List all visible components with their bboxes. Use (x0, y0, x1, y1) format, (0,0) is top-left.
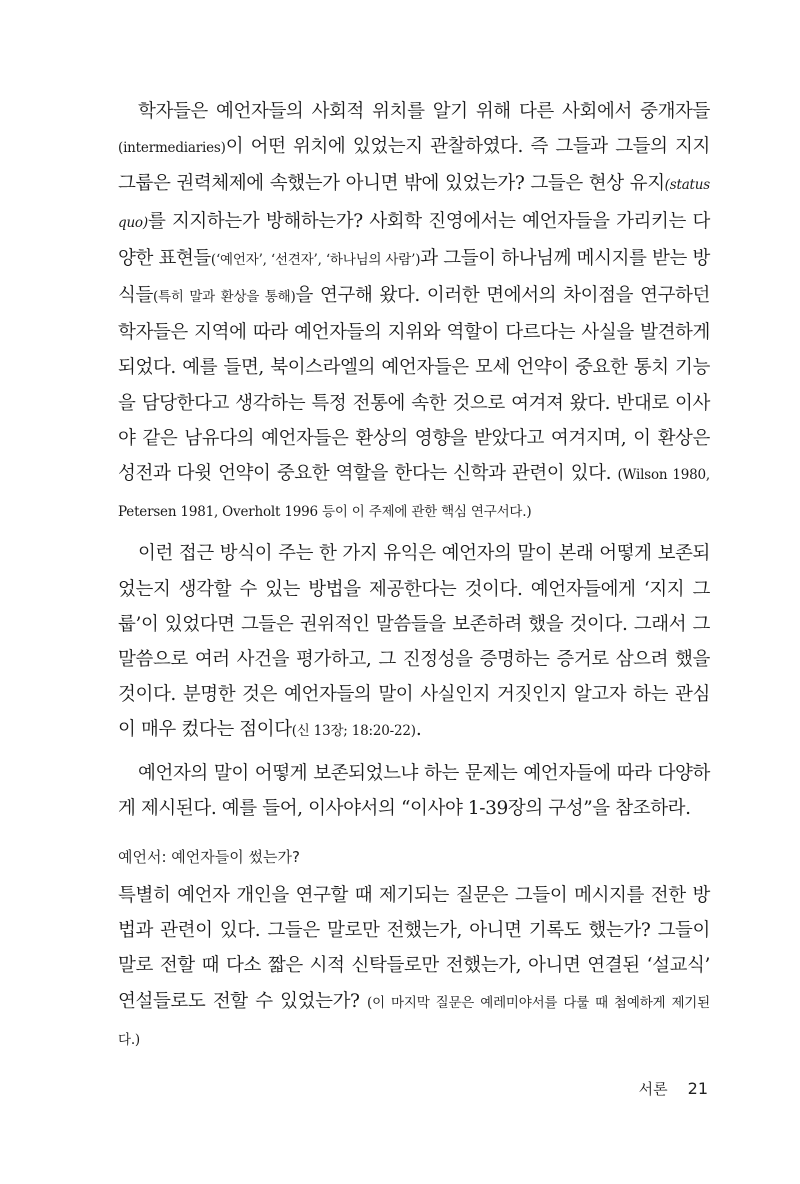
inline-note: (이 마지막 질문은 예레미야서를 다룰 때 첨예하게 제기된다.) (118, 994, 710, 1048)
inline-note: (‘예언자’, ‘선견자’, ‘하나님의 사람’) (210, 251, 421, 268)
text-run: 특별히 예언자 개인을 연구할 때 제기되는 질문은 그들이 메시지를 전한 방법과 관련이 있다. 그들은 말로만 전했는가, 아니면 기록도 했는가? 그들이 말로 전할 때 다소 짧은 시적 신탁들로만 전했는가, 아니면 연결된 ‘설교식’ 연설들로도 전할 수 있었는가? (118, 885, 710, 1012)
inline-note: (특히 말과 환상을 통해) (152, 289, 296, 306)
paragraph-2 (118, 536, 710, 749)
text-run: 이 어떤 위치에 있었는지 관찰하였다. 즉 그들과 그들의 지지 그룹은 권력체제에 속했는가 아니면 밖에 있었는가? 그들은 현상 유지 (118, 136, 710, 195)
text-run: 을 연구해 왔다. 이러한 면에서의 차이점을 연구하던 학자들은 지역에 따라 예언자들의 지위와 역할이 다르다는 사실을 발견하게 되었다. 예를 들면, 북이스라엘의 예언자들은 모세 언약이 중요한 통치 기능을 담당한다고 생각하는 특정 전통에 속한 것으로 여겨져 왔다. 반대로 이사야 같은 남유다의 예언자들은 환상의 영향을 받았다고 여겨지며, 이 환상은 성전과 다윗 언약이 중요한 역할을 한다는 신학과 관련이 있다. (118, 285, 710, 485)
citation: (신 13장; 18:20-22) (291, 723, 416, 740)
english-term: (intermediaries) (118, 140, 226, 157)
citation: (Wilson 1980, Petersen 1981, Overholt 1996 등이 이 주제에 관한 핵심 연구서다.) (118, 467, 710, 521)
text-run: 를 지지하는가 방해하는가? 사회학 진영에서는 예언자들을 가리키는 다양한 표현들 (118, 210, 710, 269)
paragraph-1 (118, 94, 710, 530)
latin-term: (status quo) (118, 177, 710, 231)
text-run: 과 그들이 하나님께 메시지를 받는 방식들 (118, 247, 710, 307)
page-number: 21 (687, 1079, 708, 1098)
main-text (118, 94, 710, 832)
page-footer (639, 1078, 708, 1099)
running-head: 서론 (638, 1080, 668, 1098)
text-run: 이런 접근 방식이 주는 한 가지 유익은 예언자의 말이 본래 어떻게 보존되었는지 생각할 수 있는 방법을 제공한다는 것이다. 예언자들에게 ‘지지 그룹’이 있었다면 그들은 권위적인 말씀들을 보존하려 했을 것이다. 그래서 그 말씀으로 여러 사건을 평가하고, 그 진정성을 증명하는 증거로 삼으려 했을 것이다. 분명한 것은 예언자들의 말이 사실인지 거짓인지 알고자 하는 관심이 매우 컸다는 점이다 (118, 543, 710, 741)
paragraph-4 (118, 878, 710, 1058)
paragraph-3: 예언자의 말이 어떻게 보존되었느냐 하는 문제는 예언자들에 따라 다양하게 제시된다. 예를 들어, 이사야서의 “이사야 1-39장의 구성”을 참조하라. (118, 762, 710, 819)
section-heading: 예언서: 예언자들이 썼는가? (118, 848, 300, 866)
text-run: . (415, 719, 422, 741)
text-run: 학자들은 예언자들의 사회적 위치를 알기 위해 다른 사회에서 중개자들 (138, 101, 710, 122)
section-body (118, 878, 710, 1058)
